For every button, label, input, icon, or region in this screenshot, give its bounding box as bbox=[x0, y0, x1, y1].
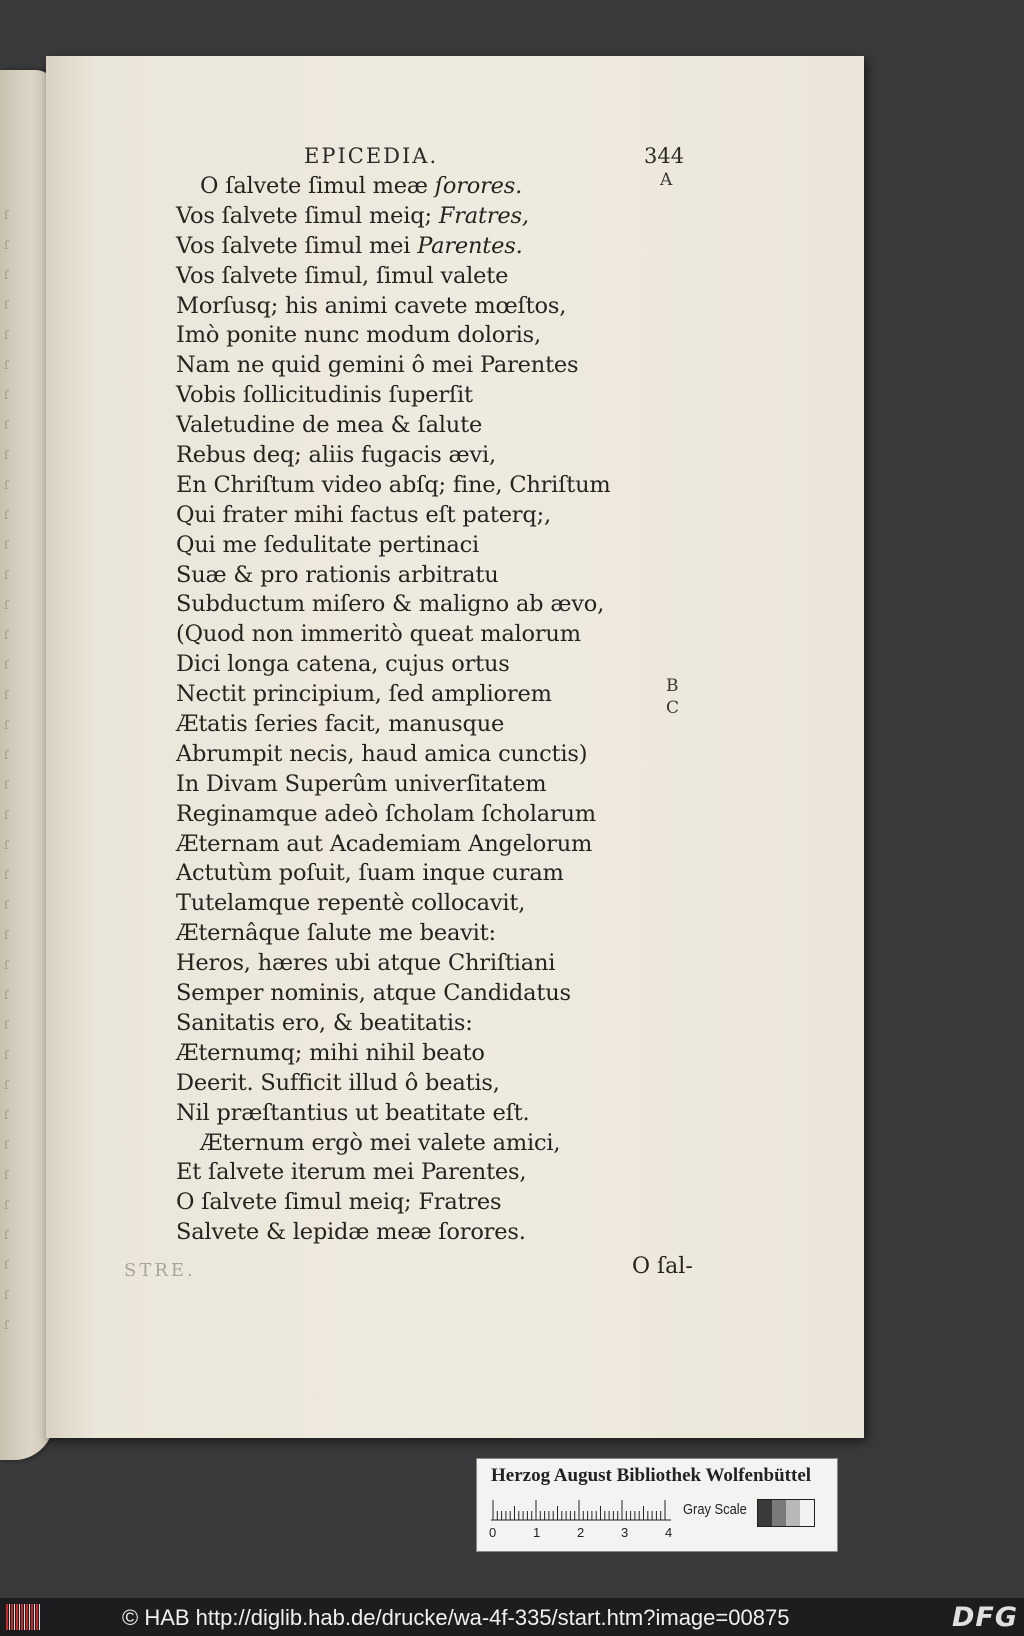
verse-text: Deerit. Sufficit illud ô beatis, bbox=[176, 1069, 500, 1096]
verse-italic: Fratres, bbox=[438, 202, 529, 229]
verse-text: Suæ & pro rationis arbitratu bbox=[176, 561, 499, 588]
logo-bar bbox=[19, 1604, 20, 1630]
verse-line bbox=[176, 740, 611, 770]
verse-line bbox=[176, 351, 611, 381]
verse-text: Nil præſtantius ut beatitate eſt. bbox=[176, 1099, 530, 1126]
gray-scale-swatch bbox=[757, 1499, 815, 1527]
verse-text: In Divam Superûm univerſitatem bbox=[176, 770, 547, 797]
verse-line bbox=[176, 381, 611, 411]
verse-text: Vobis ſollicitudinis ſuperſit bbox=[176, 382, 473, 409]
logo-bar bbox=[36, 1604, 38, 1630]
verse-line bbox=[176, 1218, 611, 1248]
running-head: EPICEDIA. bbox=[304, 144, 439, 168]
logo-bar bbox=[11, 1604, 13, 1630]
verse-text: Æternumq; mihi nihil beato bbox=[176, 1039, 485, 1066]
logo-bar bbox=[26, 1604, 28, 1630]
verse-text: Actutùm poſuit, ſuam inque curam bbox=[176, 860, 564, 887]
dfg-logo: DFG bbox=[951, 1602, 1018, 1633]
verse-line bbox=[176, 232, 611, 262]
ruler-numbers bbox=[489, 1525, 689, 1541]
verse-line bbox=[176, 680, 611, 710]
gray-step bbox=[758, 1500, 772, 1526]
verse-text: Imò ponite nunc modum doloris, bbox=[176, 322, 541, 349]
copyright-url: © HAB http://diglib.hab.de/drucke/wa-4f-335/start.htm?image=00875 bbox=[122, 1605, 790, 1630]
poem-verses bbox=[176, 172, 611, 1248]
verse-text: Rebus deq; aliis fugacis ævi, bbox=[176, 442, 496, 469]
verse-text: Tutelamque repentè collocavit, bbox=[176, 890, 526, 917]
verse-line bbox=[176, 441, 611, 471]
verse-text: Nam ne quid gemini ô mei Parentes bbox=[176, 352, 579, 379]
verse-text: Subductum miſero & maligno ab ævo, bbox=[176, 591, 605, 618]
verse-text: Vos ſalvete ſimul, ſimul valete bbox=[176, 262, 509, 289]
verse-text: Et ſalvete iterum mei Parentes, bbox=[176, 1159, 527, 1186]
verse-line bbox=[176, 710, 611, 740]
margin-letter-b: B bbox=[666, 676, 679, 696]
verse-text: Ætatis ſeries facit, manusque bbox=[176, 711, 505, 738]
ruler-number: 0 bbox=[489, 1525, 497, 1540]
verse-line bbox=[176, 620, 611, 650]
verse-text: Semper nominis, atque Candidatus bbox=[176, 980, 571, 1007]
verse-line bbox=[176, 471, 611, 501]
ruler-number: 3 bbox=[621, 1525, 629, 1540]
verse-line bbox=[176, 770, 611, 800]
verse-line bbox=[176, 292, 611, 322]
logo-bar bbox=[24, 1604, 25, 1630]
verse-text: Sanitatis ero, & beatitatis: bbox=[176, 1009, 473, 1036]
verse-line bbox=[176, 561, 611, 591]
verse-line bbox=[176, 859, 611, 889]
catchword: O ſal- bbox=[632, 1254, 693, 1279]
logo-bar bbox=[9, 1604, 10, 1630]
verse-text: O ſalvete ſimul meæ bbox=[200, 173, 435, 199]
verse-line bbox=[176, 1129, 611, 1159]
verse-line bbox=[176, 501, 611, 531]
page-number: 344 bbox=[644, 144, 685, 168]
logo-bar bbox=[31, 1604, 33, 1630]
logo-bar bbox=[39, 1604, 40, 1630]
logo-bar bbox=[34, 1604, 35, 1630]
logo-bar bbox=[6, 1604, 8, 1630]
verse-line bbox=[176, 650, 611, 680]
verse-text: Heros, hæres ubi atque Chriſtiani bbox=[176, 950, 556, 977]
logo-bar bbox=[29, 1604, 30, 1630]
gray-step bbox=[772, 1500, 786, 1526]
verse-line bbox=[176, 321, 611, 351]
verse-line bbox=[176, 262, 611, 292]
verse-text: O ſalvete ſimul meiq; Fratres bbox=[176, 1189, 502, 1216]
verse-text: Abrumpit necis, haud amica cunctis) bbox=[176, 740, 588, 767]
show-through-stamp: STRE. bbox=[124, 1260, 196, 1281]
verse-line bbox=[176, 531, 611, 561]
logo-bar bbox=[14, 1604, 15, 1630]
verse-text: Nectit principium, ſed ampliorem bbox=[176, 681, 552, 708]
facing-page-text-bleed: ſ ſ ſ ſ ſ ſ ſ ſ ſ ſ ſ ſ ſ ſ ſ ſ ſ ſ ſ ſ ſ ſ ſ ſ ſ ſ ſ ſ ſ ſ ſ ſ ſ ſ ſ ſ ſ ſ bbox=[4, 208, 9, 1332]
footer-bar bbox=[0, 1598, 1024, 1636]
verse-line bbox=[176, 800, 611, 830]
verse-italic: Parentes. bbox=[417, 232, 523, 259]
verse-text: Qui frater mihi factus eſt paterq;, bbox=[176, 501, 551, 528]
verse-line bbox=[176, 1158, 611, 1188]
library-scale-card bbox=[476, 1458, 838, 1552]
verse-text: (Quod non immeritò queat malorum bbox=[176, 621, 581, 648]
verse-line bbox=[176, 1069, 611, 1099]
verse-text: Dici longa catena, cujus ortus bbox=[176, 651, 510, 678]
verse-line bbox=[176, 1039, 611, 1069]
verse-text: Æternâque ſalute me beavit: bbox=[176, 920, 496, 947]
verse-line bbox=[176, 411, 611, 441]
ruler-number: 1 bbox=[533, 1525, 541, 1540]
verse-line bbox=[176, 830, 611, 860]
margin-letter-a: A bbox=[660, 170, 673, 190]
verse-text: Morſusq; his animi cavete mœſtos, bbox=[176, 292, 567, 319]
verse-line bbox=[176, 889, 611, 919]
gray-step bbox=[786, 1500, 800, 1526]
verse-text: Salvete & lepidæ meæ ſorores. bbox=[176, 1219, 526, 1246]
verse-line bbox=[176, 1188, 611, 1218]
verse-text: Æternum ergò mei valete amici, bbox=[200, 1129, 561, 1156]
logo-bar bbox=[21, 1604, 23, 1630]
scanned-page bbox=[46, 56, 864, 1438]
verse-text: Qui me ſedulitate pertinaci bbox=[176, 531, 479, 558]
verse-line bbox=[176, 919, 611, 949]
verse-line bbox=[176, 949, 611, 979]
verse-text: Æternam aut Academiam Angelorum bbox=[176, 830, 593, 857]
gray-step bbox=[800, 1500, 814, 1526]
ruler-number: 2 bbox=[577, 1525, 585, 1540]
logo-bar bbox=[16, 1604, 18, 1630]
measurement-ruler bbox=[491, 1499, 671, 1521]
verse-text: En Chriſtum video abſq; fine, Chriſtum bbox=[176, 471, 611, 498]
verse-line bbox=[176, 1099, 611, 1129]
library-name: Herzog August Bibliothek Wolfenbüttel bbox=[491, 1465, 812, 1486]
gray-scale-label: Gray Scale bbox=[683, 1501, 747, 1518]
verse-text: Valetudine de mea & ſalute bbox=[176, 412, 483, 439]
verse-italic: ſorores. bbox=[434, 173, 523, 199]
verse-line bbox=[176, 1009, 611, 1039]
verse-line bbox=[176, 979, 611, 1009]
hab-logo-icon bbox=[6, 1604, 46, 1630]
verse-line bbox=[176, 590, 611, 620]
verse-line bbox=[176, 172, 611, 202]
verse-line bbox=[176, 202, 611, 232]
verse-text: Vos ſalvete ſimul mei bbox=[176, 232, 418, 259]
ruler-number: 4 bbox=[665, 1525, 673, 1540]
margin-letter-c: C bbox=[666, 698, 680, 718]
verse-text: Reginamque adeò ſcholam ſcholarum bbox=[176, 800, 596, 827]
verse-text: Vos ſalvete ſimul meiq; bbox=[176, 202, 439, 229]
